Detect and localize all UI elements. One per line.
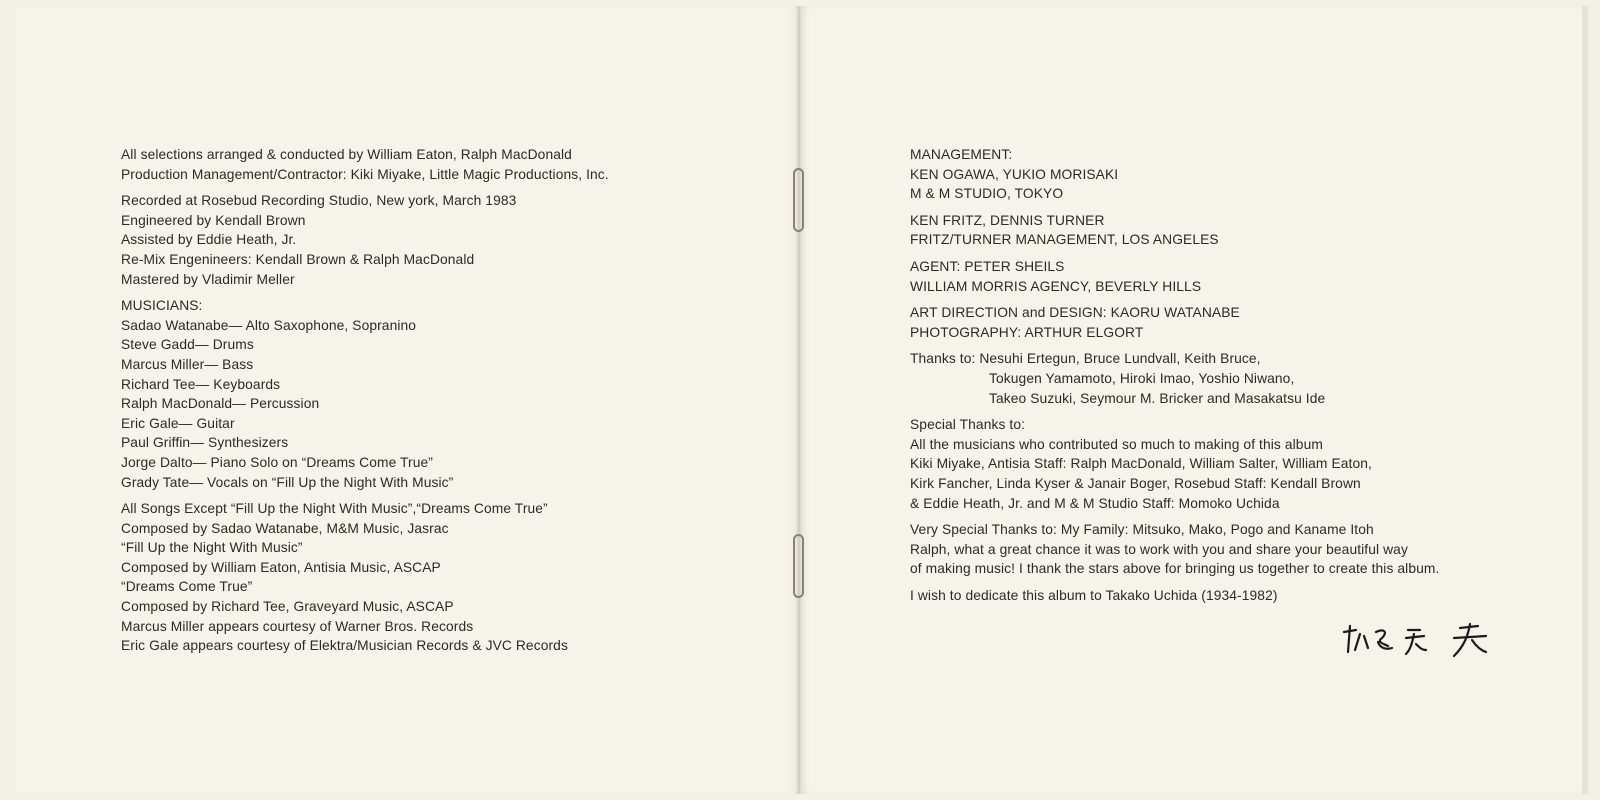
thanks-line: of making music! I thank the stars above for bringing us together to create this album.: [910, 561, 1440, 577]
right-credits: [910, 145, 1570, 612]
credit-line: Re-Mix Engenineers: Kendall Brown & Ralph MacDonald: [121, 251, 475, 267]
musicians-heading: MUSICIANS:: [121, 298, 203, 314]
credit-line: Engineered by Kendall Brown: [121, 212, 306, 228]
special-thanks-heading: Special Thanks to:: [910, 417, 1026, 433]
credit-line: Assisted by Eddie Heath, Jr.: [121, 232, 297, 248]
musician-entry: Jorge Dalto— Piano Solo on “Dreams Come True”: [121, 454, 433, 470]
musician-entry: Ralph MacDonald— Percussion: [121, 396, 320, 412]
musician-entry: Paul Griffin— Synthesizers: [121, 435, 289, 451]
credit-line: Marcus Miller appears courtesy of Warner Bros. Records: [121, 618, 474, 634]
signature-strokes: [1340, 620, 1510, 660]
credit-line: Composed by Richard Tee, Graveyard Music, ASCAP: [121, 599, 454, 615]
thanks-line: Thanks to: Nesuhi Ertegun, Bruce Lundvall, Keith Bruce,: [910, 351, 1261, 367]
credit-line: FRITZ/TURNER MANAGEMENT, LOS ANGELES: [910, 232, 1219, 248]
musician-entry: Grady Tate— Vocals on “Fill Up the Night With Music”: [121, 474, 454, 490]
thanks-line: Kiki Miyake, Antisia Staff: Ralph MacDonald, William Salter, William Eaton,: [910, 456, 1372, 472]
handwritten-signature: [1340, 620, 1510, 660]
musician-entry: Richard Tee— Keyboards: [121, 376, 281, 392]
credit-line: KEN OGAWA, YUKIO MORISAKI: [910, 166, 1119, 182]
credit-line: M & M STUDIO, TOKYO: [910, 186, 1064, 202]
thanks-block: [910, 349, 1570, 408]
thanks-line: Kirk Fancher, Linda Kyser & Janair Boger, Rosebud Staff: Kendall Brown: [910, 475, 1361, 491]
musician-entry: Marcus Miller— Bass: [121, 356, 254, 372]
musician-entry: Steve Gadd— Drums: [121, 337, 254, 353]
musicians-list: [121, 296, 781, 492]
left-credits: [121, 145, 781, 663]
thanks-line: All the musicians who contributed so much to making of this album: [910, 436, 1323, 452]
management-credits: [910, 145, 1570, 204]
thanks-line: Very Special Thanks to: My Family: Mitsuko, Mako, Pogo and Kaname Itoh: [910, 522, 1374, 538]
credit-line: Production Management/Contractor: Kiki Miyake, Little Magic Productions, Inc.: [121, 166, 609, 182]
us-management-credits: [910, 211, 1570, 250]
credit-line: Composed by William Eaton, Antisia Music, ASCAP: [121, 559, 441, 575]
management-heading: MANAGEMENT:: [910, 147, 1013, 162]
thanks-line: Tokugen Yamamoto, Hiroki Imao, Yoshio Niwano,: [989, 370, 1295, 386]
composition-credits: [121, 499, 781, 656]
thanks-line: & Eddie Heath, Jr. and M & M Studio Staff: Momoko Uchida: [910, 495, 1280, 511]
staple-bottom: [793, 534, 804, 598]
credit-line: AGENT: PETER SHEILS: [910, 258, 1065, 274]
credit-line: Recorded at Rosebud Recording Studio, New york, March 1983: [121, 193, 517, 209]
musician-entry: Eric Gale— Guitar: [121, 415, 235, 431]
design-credits: [910, 303, 1570, 342]
recording-credits: [121, 191, 781, 289]
credit-line: Mastered by Vladimir Meller: [121, 271, 295, 287]
booklet-edge: [1582, 6, 1588, 794]
thanks-line: Ralph, what a great chance it was to work with you and share your beautiful way: [910, 541, 1408, 557]
thanks-line: Takeo Suzuki, Seymour M. Bricker and Masakatsu Ide: [989, 390, 1326, 406]
credit-line: PHOTOGRAPHY: ARTHUR ELGORT: [910, 324, 1144, 340]
special-thanks-block: [910, 415, 1570, 513]
agent-credits: [910, 257, 1570, 296]
credit-line: “Fill Up the Night With Music”: [121, 540, 303, 556]
credit-line: ART DIRECTION and DESIGN: KAORU WATANABE: [910, 305, 1240, 321]
musician-entry: Sadao Watanabe— Alto Saxophone, Sopranino: [121, 317, 417, 333]
credit-line: KEN FRITZ, DENNIS TURNER: [910, 212, 1105, 228]
credit-line: WILLIAM MORRIS AGENCY, BEVERLY HILLS: [910, 278, 1202, 294]
staple-top: [793, 168, 804, 232]
credit-line: All selections arranged & conducted by William Eaton, Ralph MacDonald: [121, 147, 572, 162]
credit-line: All Songs Except “Fill Up the Night With Music”,“Dreams Come True”: [121, 501, 548, 517]
credit-line: Eric Gale appears courtesy of Elektra/Musician Records & JVC Records: [121, 638, 568, 654]
credit-line: “Dreams Come True”: [121, 579, 253, 595]
dedication: [910, 586, 1570, 606]
dedication-line: I wish to dedicate this album to Takako Uchida (1934-1982): [910, 587, 1278, 603]
very-special-thanks-block: [910, 520, 1570, 579]
arrangement-credits: [121, 145, 781, 184]
booklet-spine: [797, 6, 801, 794]
credit-line: Composed by Sadao Watanabe, M&M Music, Jasrac: [121, 520, 449, 536]
